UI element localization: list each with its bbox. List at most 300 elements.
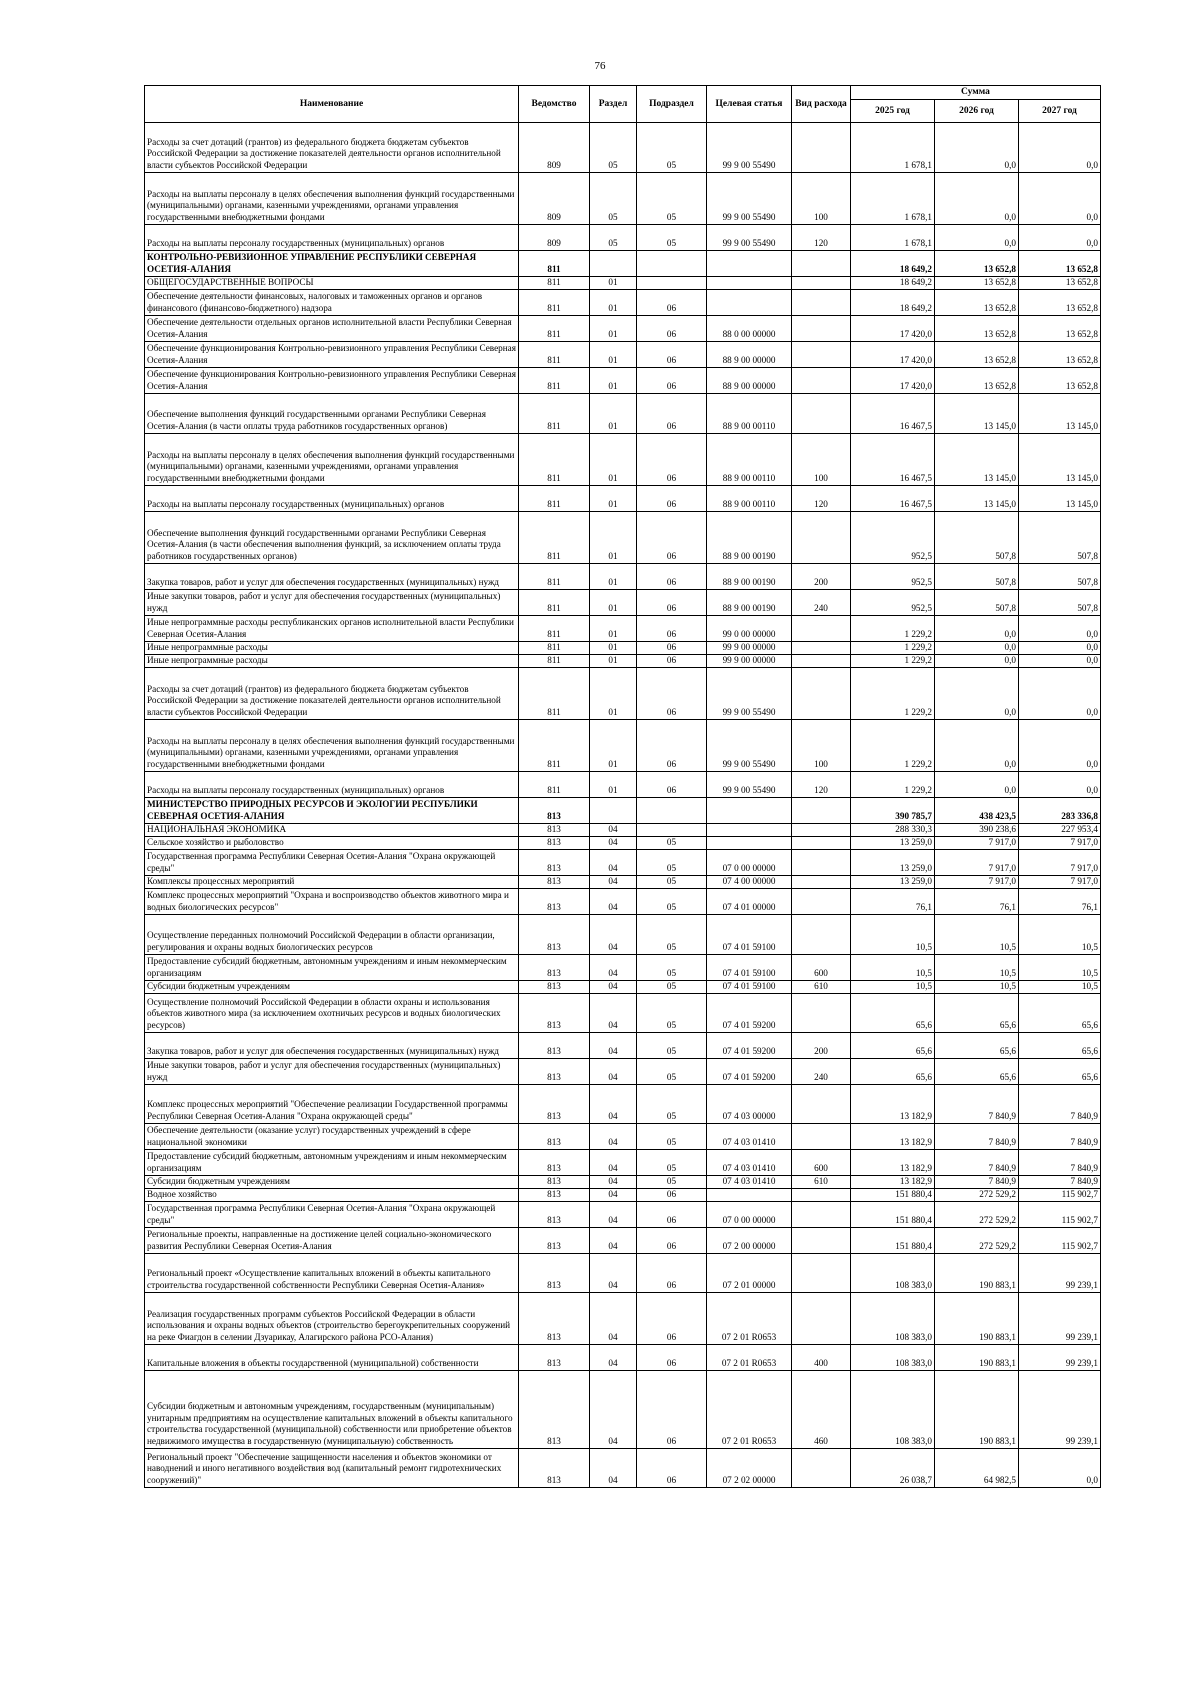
- table-cell-tselevaya: 99 9 00 55490: [707, 772, 792, 798]
- table-cell-2027: 507,8: [1019, 564, 1101, 590]
- table-cell-2025: 13 182,9: [851, 1124, 935, 1150]
- table-cell-vedomstvo: 811: [519, 368, 590, 394]
- table-cell-2025: 1 229,2: [851, 642, 935, 655]
- table-cell-2027: 65,6: [1019, 1033, 1101, 1059]
- table-cell-vedomstvo: 811: [519, 772, 590, 798]
- table-cell-2026: 7 840,9: [935, 1176, 1019, 1189]
- table-cell-2026: 13 145,0: [935, 486, 1019, 512]
- table-row: [145, 1085, 1101, 1124]
- table-cell-podrazdel: 06: [637, 434, 707, 486]
- table-cell-tselevaya: 88 0 00 00000: [707, 316, 792, 342]
- table-cell-name: Расходы на выплаты персоналу в целях обеспечения выполнения функций государственными (муниципальными) органами, казенными учреждениями, органами управления государственными внебюджетными фондами: [145, 720, 519, 772]
- table-cell-2027: 0,0: [1019, 720, 1101, 772]
- table-cell-tselevaya: 99 9 00 55490: [707, 720, 792, 772]
- table-cell-vid: [792, 837, 851, 850]
- table-row: [145, 342, 1101, 368]
- table-row: [145, 837, 1101, 850]
- table-cell-vid: 400: [792, 1345, 851, 1371]
- table-cell-tselevaya: [707, 1189, 792, 1202]
- table-cell-tselevaya: [707, 251, 792, 277]
- table-cell-2026: 0,0: [935, 642, 1019, 655]
- table-cell-name: Расходы на выплаты персоналу в целях обеспечения выполнения функций государственными (муниципальными) органами, казенными учреждениями, органами управления государственными внебюджетными фондами: [145, 173, 519, 225]
- table-cell-2027: 10,5: [1019, 981, 1101, 994]
- table-cell-vid: 610: [792, 981, 851, 994]
- table-cell-razdel: 01: [590, 316, 637, 342]
- table-cell-vedomstvo: 813: [519, 1150, 590, 1176]
- table-row: [145, 173, 1101, 225]
- table-cell-tselevaya: [707, 798, 792, 824]
- table-cell-razdel: 01: [590, 668, 637, 720]
- table-row: [145, 876, 1101, 889]
- table-cell-podrazdel: 05: [637, 1033, 707, 1059]
- table-cell-2026: 438 423,5: [935, 798, 1019, 824]
- table-cell-vid: [792, 251, 851, 277]
- table-cell-razdel: 01: [590, 394, 637, 434]
- col-header-summa: Сумма: [851, 86, 1101, 100]
- table-cell-vid: [792, 1202, 851, 1228]
- table-cell-name: Расходы на выплаты персоналу государственных (муниципальных) органов: [145, 225, 519, 251]
- table-cell-vedomstvo: 811: [519, 290, 590, 316]
- table-cell-podrazdel: 06: [637, 394, 707, 434]
- table-cell-name: Иные непрограммные расходы: [145, 642, 519, 655]
- table-cell-vedomstvo: 813: [519, 1345, 590, 1371]
- table-cell-podrazdel: 06: [637, 1449, 707, 1488]
- table-cell-name: Субсидии бюджетным учреждениям: [145, 1176, 519, 1189]
- col-header-2025: 2025 год: [851, 100, 935, 123]
- table-cell-2025: 151 880,4: [851, 1189, 935, 1202]
- table-cell-vedomstvo: 809: [519, 173, 590, 225]
- table-cell-tselevaya: 07 2 01 R0653: [707, 1345, 792, 1371]
- table-row: [145, 1449, 1101, 1488]
- table-cell-2027: 13 145,0: [1019, 434, 1101, 486]
- table-cell-name: Комплекс процессных мероприятий "Обеспечение реализации Государственной программы Республики Северная Осетия-Алания "Охрана окружающей среды": [145, 1085, 519, 1124]
- table-cell-razdel: 04: [590, 1345, 637, 1371]
- table-cell-vedomstvo: 811: [519, 434, 590, 486]
- col-header-vedomstvo: Ведомство: [519, 86, 590, 123]
- table-cell-2025: 17 420,0: [851, 342, 935, 368]
- table-cell-name: Водное хозяйство: [145, 1189, 519, 1202]
- table-cell-2027: 7 840,9: [1019, 1150, 1101, 1176]
- table-cell-podrazdel: 05: [637, 1150, 707, 1176]
- table-cell-name: ОБЩЕГОСУДАРСТВЕННЫЕ ВОПРОСЫ: [145, 277, 519, 290]
- table-cell-razdel: 04: [590, 955, 637, 981]
- table-cell-2026: 64 982,5: [935, 1449, 1019, 1488]
- table-cell-vedomstvo: 811: [519, 642, 590, 655]
- table-cell-razdel: 01: [590, 342, 637, 368]
- table-cell-2026: 13 652,8: [935, 290, 1019, 316]
- table-cell-name: Комплексы процессных мероприятий: [145, 876, 519, 889]
- table-cell-name: Региональные проекты, направленные на достижение целей социально-экономического развития Республики Северная Осетия-Алания: [145, 1228, 519, 1254]
- table-cell-vid: [792, 824, 851, 837]
- table-cell-2025: 17 420,0: [851, 368, 935, 394]
- page-number: 76: [594, 60, 606, 72]
- table-cell-2025: 952,5: [851, 512, 935, 564]
- table-cell-tselevaya: 07 4 01 59200: [707, 994, 792, 1033]
- table-row: [145, 1189, 1101, 1202]
- table-cell-2025: 13 259,0: [851, 876, 935, 889]
- table-cell-2026: 507,8: [935, 512, 1019, 564]
- table-cell-name: Обеспечение функционирования Контрольно-ревизионного управления Республики Северная Осетия-Алания: [145, 342, 519, 368]
- table-row: [145, 1150, 1101, 1176]
- table-cell-name: Расходы за счет дотаций (грантов) из федерального бюджета бюджетам субъектов Российской Федерации за достижение показателей деятельности органов исполнительной власти субъектов Российской Федерации: [145, 668, 519, 720]
- table-cell-vedomstvo: 811: [519, 616, 590, 642]
- table-cell-name: Субсидии бюджетным и автономным учреждениям, государственным (муниципальным) унитарным предприятиям на осуществление капитальных вложений в объекты капитального строительства государственной (муниципальной) собственности или приобретение объектов недвижимого имущества в государственную (муниципальную) собственность: [145, 1371, 519, 1449]
- table-row: [145, 889, 1101, 915]
- budget-table: [144, 85, 1101, 1488]
- table-cell-podrazdel: 06: [637, 486, 707, 512]
- table-cell-2026: 272 529,2: [935, 1202, 1019, 1228]
- table-cell-2025: 26 038,7: [851, 1449, 935, 1488]
- table-cell-2027: 13 652,8: [1019, 290, 1101, 316]
- table-cell-2025: 18 649,2: [851, 290, 935, 316]
- table-cell-2026: 0,0: [935, 616, 1019, 642]
- table-cell-2025: 17 420,0: [851, 316, 935, 342]
- table-cell-razdel: 04: [590, 1189, 637, 1202]
- table-cell-name: Предоставление субсидий бюджетным, автономным учреждениям и иным некоммерческим организациям: [145, 1150, 519, 1176]
- table-cell-2025: 108 383,0: [851, 1371, 935, 1449]
- table-cell-2026: 10,5: [935, 955, 1019, 981]
- table-cell-vedomstvo: 813: [519, 1293, 590, 1345]
- col-header-name: Наименование: [145, 86, 519, 123]
- table-cell-razdel: 04: [590, 1449, 637, 1488]
- table-cell-podrazdel: [637, 277, 707, 290]
- table-cell-2027: 13 652,8: [1019, 316, 1101, 342]
- table-cell-tselevaya: 07 4 01 59200: [707, 1059, 792, 1085]
- table-cell-2026: 507,8: [935, 590, 1019, 616]
- table-cell-2027: 507,8: [1019, 512, 1101, 564]
- table-row: [145, 277, 1101, 290]
- table-row: [145, 1228, 1101, 1254]
- table-cell-podrazdel: 05: [637, 1176, 707, 1189]
- table-cell-vid: [792, 1189, 851, 1202]
- col-header-podrazdel: Подраздел: [637, 86, 707, 123]
- table-cell-2025: 151 880,4: [851, 1202, 935, 1228]
- table-row: [145, 1293, 1101, 1345]
- table-cell-podrazdel: 05: [637, 955, 707, 981]
- table-cell-name: Расходы на выплаты персоналу в целях обеспечения выполнения функций государственными (муниципальными) органами, казенными учреждениями, органами управления государственными внебюджетными фондами: [145, 434, 519, 486]
- table-cell-name: Осуществление полномочий Российской Федерации в области охраны и использования объектов животного мира (за исключением охотничьих ресурсов и водных биологических ресурсов): [145, 994, 519, 1033]
- table-cell-2027: 65,6: [1019, 994, 1101, 1033]
- table-cell-2026: 190 883,1: [935, 1254, 1019, 1293]
- col-header-2027: 2027 год: [1019, 100, 1101, 123]
- table-cell-name: Реализация государственных программ субъектов Российской Федерации в области использования и охраны водных объектов (строительство берегоукрепительных сооружений на реке Фиагдон в селении Дзуарикау, Алагирского района РСО-Алания): [145, 1293, 519, 1345]
- table-row: [145, 394, 1101, 434]
- table-cell-2026: 190 883,1: [935, 1293, 1019, 1345]
- table-cell-razdel: 01: [590, 642, 637, 655]
- table-cell-tselevaya: 99 9 00 55490: [707, 123, 792, 173]
- table-cell-vedomstvo: 809: [519, 123, 590, 173]
- table-cell-2025: 76,1: [851, 889, 935, 915]
- table-cell-2026: 7 840,9: [935, 1124, 1019, 1150]
- table-cell-podrazdel: [637, 824, 707, 837]
- table-row: [145, 1033, 1101, 1059]
- table-cell-2027: 65,6: [1019, 1059, 1101, 1085]
- table-cell-2025: 10,5: [851, 981, 935, 994]
- table-cell-tselevaya: 99 9 00 55490: [707, 225, 792, 251]
- table-cell-name: Иные закупки товаров, работ и услуг для обеспечения государственных (муниципальных) нужд: [145, 590, 519, 616]
- table-cell-vid: [792, 1449, 851, 1488]
- table-cell-2025: 13 182,9: [851, 1176, 935, 1189]
- table-cell-razdel: 04: [590, 1059, 637, 1085]
- table-cell-name: Осуществление переданных полномочий Российской Федерации в области организации, регулирования и охраны водных биологических ресурсов: [145, 915, 519, 955]
- table-cell-2026: 65,6: [935, 1059, 1019, 1085]
- table-cell-tselevaya: 88 9 00 00190: [707, 590, 792, 616]
- table-cell-podrazdel: 06: [637, 720, 707, 772]
- table-row: [145, 1202, 1101, 1228]
- table-cell-podrazdel: 05: [637, 994, 707, 1033]
- table-cell-tselevaya: 88 9 00 00110: [707, 394, 792, 434]
- table-cell-vedomstvo: 811: [519, 590, 590, 616]
- table-cell-razdel: 01: [590, 720, 637, 772]
- table-cell-2027: 507,8: [1019, 590, 1101, 616]
- table-cell-tselevaya: 88 9 00 00110: [707, 434, 792, 486]
- table-cell-tselevaya: 07 4 01 59100: [707, 955, 792, 981]
- table-cell-vid: [792, 1254, 851, 1293]
- table-cell-vedomstvo: 813: [519, 1176, 590, 1189]
- table-cell-2027: 13 145,0: [1019, 394, 1101, 434]
- table-cell-2027: 7 917,0: [1019, 876, 1101, 889]
- table-cell-razdel: 04: [590, 1371, 637, 1449]
- col-header-2026: 2026 год: [935, 100, 1019, 123]
- table-cell-2027: 7 840,9: [1019, 1085, 1101, 1124]
- table-cell-tselevaya: 88 9 00 00110: [707, 486, 792, 512]
- table-cell-name: Государственная программа Республики Северная Осетия-Алания "Охрана окружающей среды": [145, 1202, 519, 1228]
- table-cell-tselevaya: [707, 837, 792, 850]
- table-cell-razdel: 05: [590, 123, 637, 173]
- table-cell-podrazdel: 05: [637, 889, 707, 915]
- table-cell-podrazdel: 05: [637, 981, 707, 994]
- table-cell-name: НАЦИОНАЛЬНАЯ ЭКОНОМИКА: [145, 824, 519, 837]
- table-cell-2026: 7 917,0: [935, 837, 1019, 850]
- table-cell-name: Расходы на выплаты персоналу государственных (муниципальных) органов: [145, 772, 519, 798]
- table-row: [145, 1059, 1101, 1085]
- table-cell-name: Сельское хозяйство и рыболовство: [145, 837, 519, 850]
- table-cell-2025: 952,5: [851, 590, 935, 616]
- table-cell-vedomstvo: 811: [519, 564, 590, 590]
- table-row: [145, 655, 1101, 668]
- table-cell-tselevaya: 07 0 00 00000: [707, 1202, 792, 1228]
- table-cell-name: МИНИСТЕРСТВО ПРИРОДНЫХ РЕСУРСОВ И ЭКОЛОГИИ РЕСПУБЛИКИ СЕВЕРНАЯ ОСЕТИЯ-АЛАНИЯ: [145, 798, 519, 824]
- table-cell-2027: 13 652,8: [1019, 368, 1101, 394]
- table-cell-razdel: 01: [590, 512, 637, 564]
- table-row: [145, 668, 1101, 720]
- table-row: [145, 642, 1101, 655]
- table-cell-vedomstvo: 811: [519, 486, 590, 512]
- table-cell-vid: 100: [792, 720, 851, 772]
- table-cell-tselevaya: 07 2 02 00000: [707, 1449, 792, 1488]
- table-cell-razdel: 01: [590, 290, 637, 316]
- table-cell-2027: 99 239,1: [1019, 1293, 1101, 1345]
- table-cell-podrazdel: 06: [637, 616, 707, 642]
- table-cell-2026: 272 529,2: [935, 1228, 1019, 1254]
- table-cell-2025: 10,5: [851, 955, 935, 981]
- table-cell-razdel: 01: [590, 486, 637, 512]
- table-cell-name: Обеспечение деятельности отдельных органов исполнительной власти Республики Северная Осетия-Алания: [145, 316, 519, 342]
- table-cell-razdel: 04: [590, 1176, 637, 1189]
- table-cell-tselevaya: 07 2 01 R0653: [707, 1371, 792, 1449]
- table-cell-podrazdel: 05: [637, 1124, 707, 1150]
- table-cell-tselevaya: [707, 290, 792, 316]
- table-cell-vedomstvo: 813: [519, 876, 590, 889]
- table-row: [145, 850, 1101, 876]
- table-cell-vid: [792, 850, 851, 876]
- table-cell-podrazdel: 06: [637, 772, 707, 798]
- table-cell-podrazdel: 06: [637, 1254, 707, 1293]
- table-cell-2026: 13 652,8: [935, 251, 1019, 277]
- table-cell-podrazdel: [637, 798, 707, 824]
- table-cell-podrazdel: 06: [637, 1228, 707, 1254]
- table-cell-vedomstvo: 813: [519, 994, 590, 1033]
- table-row: [145, 994, 1101, 1033]
- table-cell-vedomstvo: 813: [519, 981, 590, 994]
- table-cell-vid: [792, 915, 851, 955]
- col-header-vid: Вид расхода: [792, 86, 851, 123]
- table-cell-2025: 288 330,3: [851, 824, 935, 837]
- table-cell-podrazdel: 05: [637, 837, 707, 850]
- table-cell-2025: 18 649,2: [851, 251, 935, 277]
- table-cell-2025: 1 678,1: [851, 123, 935, 173]
- table-cell-2027: 115 902,7: [1019, 1189, 1101, 1202]
- table-row: [145, 1124, 1101, 1150]
- table-cell-vedomstvo: 813: [519, 1254, 590, 1293]
- table-cell-name: Субсидии бюджетным учреждениям: [145, 981, 519, 994]
- table-cell-razdel: 04: [590, 1293, 637, 1345]
- table-cell-name: Обеспечение деятельности финансовых, налоговых и таможенных органов и органов финансового (финансово-бюджетного) надзора: [145, 290, 519, 316]
- table-cell-vid: [792, 1293, 851, 1345]
- table-cell-tselevaya: 88 9 00 00190: [707, 564, 792, 590]
- table-cell-name: Закупка товаров, работ и услуг для обеспечения государственных (муниципальных) нужд: [145, 564, 519, 590]
- table-cell-2027: 0,0: [1019, 668, 1101, 720]
- table-cell-podrazdel: 06: [637, 316, 707, 342]
- table-cell-razdel: 04: [590, 837, 637, 850]
- table-cell-vid: 120: [792, 772, 851, 798]
- table-cell-vid: 240: [792, 590, 851, 616]
- table-cell-tselevaya: 07 4 01 59200: [707, 1033, 792, 1059]
- table-cell-razdel: 04: [590, 1124, 637, 1150]
- table-cell-vedomstvo: 813: [519, 955, 590, 981]
- table-cell-podrazdel: 06: [637, 1371, 707, 1449]
- table-cell-razdel: 04: [590, 1085, 637, 1124]
- table-cell-razdel: [590, 251, 637, 277]
- table-cell-2026: 272 529,2: [935, 1189, 1019, 1202]
- table-cell-podrazdel: 06: [637, 512, 707, 564]
- table-cell-vid: [792, 642, 851, 655]
- table-cell-2027: 0,0: [1019, 616, 1101, 642]
- table-cell-podrazdel: 06: [637, 1202, 707, 1228]
- table-cell-2026: 65,6: [935, 1033, 1019, 1059]
- table-cell-tselevaya: 07 2 01 00000: [707, 1254, 792, 1293]
- table-cell-podrazdel: 06: [637, 1345, 707, 1371]
- table-cell-vid: 120: [792, 486, 851, 512]
- table-row: [145, 225, 1101, 251]
- table-cell-podrazdel: 06: [637, 290, 707, 316]
- table-cell-tselevaya: 99 9 00 00000: [707, 642, 792, 655]
- table-cell-2025: 13 182,9: [851, 1085, 935, 1124]
- table-cell-podrazdel: [637, 251, 707, 277]
- table-cell-tselevaya: 07 4 03 01410: [707, 1150, 792, 1176]
- table-cell-vid: [792, 876, 851, 889]
- table-cell-vedomstvo: 811: [519, 316, 590, 342]
- table-cell-razdel: 04: [590, 1254, 637, 1293]
- table-cell-vedomstvo: 813: [519, 824, 590, 837]
- table-cell-2026: 13 652,8: [935, 342, 1019, 368]
- table-cell-name: Региональный проект "Обеспечение защищенности населения и объектов экономики от наводнений и иного негативного воздействия вод (капитальный ремонт гидротехнических сооружений)": [145, 1449, 519, 1488]
- table-cell-vid: 100: [792, 434, 851, 486]
- table-cell-2025: 952,5: [851, 564, 935, 590]
- table-row: [145, 290, 1101, 316]
- table-cell-vedomstvo: 811: [519, 251, 590, 277]
- table-cell-2025: 13 182,9: [851, 1150, 935, 1176]
- table-cell-2025: 1 229,2: [851, 772, 935, 798]
- table-row: [145, 798, 1101, 824]
- table-cell-vedomstvo: 813: [519, 1085, 590, 1124]
- table-cell-podrazdel: 06: [637, 655, 707, 668]
- table-row: [145, 368, 1101, 394]
- table-cell-tselevaya: 07 4 03 01410: [707, 1124, 792, 1150]
- table-cell-2026: 13 145,0: [935, 434, 1019, 486]
- table-cell-podrazdel: 06: [637, 590, 707, 616]
- table-cell-2025: 65,6: [851, 1033, 935, 1059]
- table-cell-vedomstvo: 813: [519, 1124, 590, 1150]
- table-cell-vid: [792, 798, 851, 824]
- table-row: [145, 720, 1101, 772]
- table-cell-razdel: [590, 798, 637, 824]
- table-cell-name: Комплекс процессных мероприятий "Охрана и воспроизводство объектов животного мира и водных биологических ресурсов": [145, 889, 519, 915]
- table-cell-vid: 610: [792, 1176, 851, 1189]
- table-cell-vedomstvo: 811: [519, 277, 590, 290]
- table-row: [145, 915, 1101, 955]
- table-cell-2026: 0,0: [935, 772, 1019, 798]
- table-cell-2027: 0,0: [1019, 1449, 1101, 1488]
- table-cell-razdel: 01: [590, 616, 637, 642]
- table-cell-vid: [792, 889, 851, 915]
- table-cell-name: Иные закупки товаров, работ и услуг для обеспечения государственных (муниципальных) нужд: [145, 1059, 519, 1085]
- table-cell-tselevaya: 07 2 01 R0653: [707, 1293, 792, 1345]
- table-cell-2026: 7 840,9: [935, 1085, 1019, 1124]
- table-cell-2026: 0,0: [935, 225, 1019, 251]
- table-cell-razdel: 04: [590, 981, 637, 994]
- table-cell-2027: 227 953,4: [1019, 824, 1101, 837]
- table-cell-vedomstvo: 813: [519, 1449, 590, 1488]
- table-cell-2025: 1 678,1: [851, 173, 935, 225]
- table-cell-tselevaya: 07 4 01 59100: [707, 981, 792, 994]
- table-cell-2027: 99 239,1: [1019, 1254, 1101, 1293]
- table-cell-vid: [792, 1124, 851, 1150]
- table-cell-vid: [792, 316, 851, 342]
- table-cell-vid: [792, 1228, 851, 1254]
- table-cell-name: Обеспечение функционирования Контрольно-ревизионного управления Республики Северная Осетия-Алания: [145, 368, 519, 394]
- table-cell-razdel: 04: [590, 1150, 637, 1176]
- table-cell-vid: 460: [792, 1371, 851, 1449]
- table-cell-2025: 65,6: [851, 994, 935, 1033]
- table-cell-vedomstvo: 811: [519, 655, 590, 668]
- table-cell-2025: 16 467,5: [851, 486, 935, 512]
- table-cell-podrazdel: 05: [637, 1085, 707, 1124]
- table-cell-2027: 99 239,1: [1019, 1345, 1101, 1371]
- table-cell-vid: 120: [792, 225, 851, 251]
- table-cell-razdel: 04: [590, 1228, 637, 1254]
- table-row: [145, 1176, 1101, 1189]
- table-cell-razdel: 01: [590, 772, 637, 798]
- table-cell-razdel: 01: [590, 368, 637, 394]
- table-cell-vid: [792, 512, 851, 564]
- table-cell-name: Расходы за счет дотаций (грантов) из федерального бюджета бюджетам субъектов Российской Федерации за достижение показателей деятельности органов исполнительной власти субъектов Российской Федерации: [145, 123, 519, 173]
- table-cell-2027: 13 652,8: [1019, 342, 1101, 368]
- table-cell-name: Государственная программа Республики Северная Осетия-Алания "Охрана окружающей среды": [145, 850, 519, 876]
- table-cell-2026: 13 652,8: [935, 316, 1019, 342]
- table-cell-razdel: 01: [590, 590, 637, 616]
- table-cell-2026: 7 917,0: [935, 876, 1019, 889]
